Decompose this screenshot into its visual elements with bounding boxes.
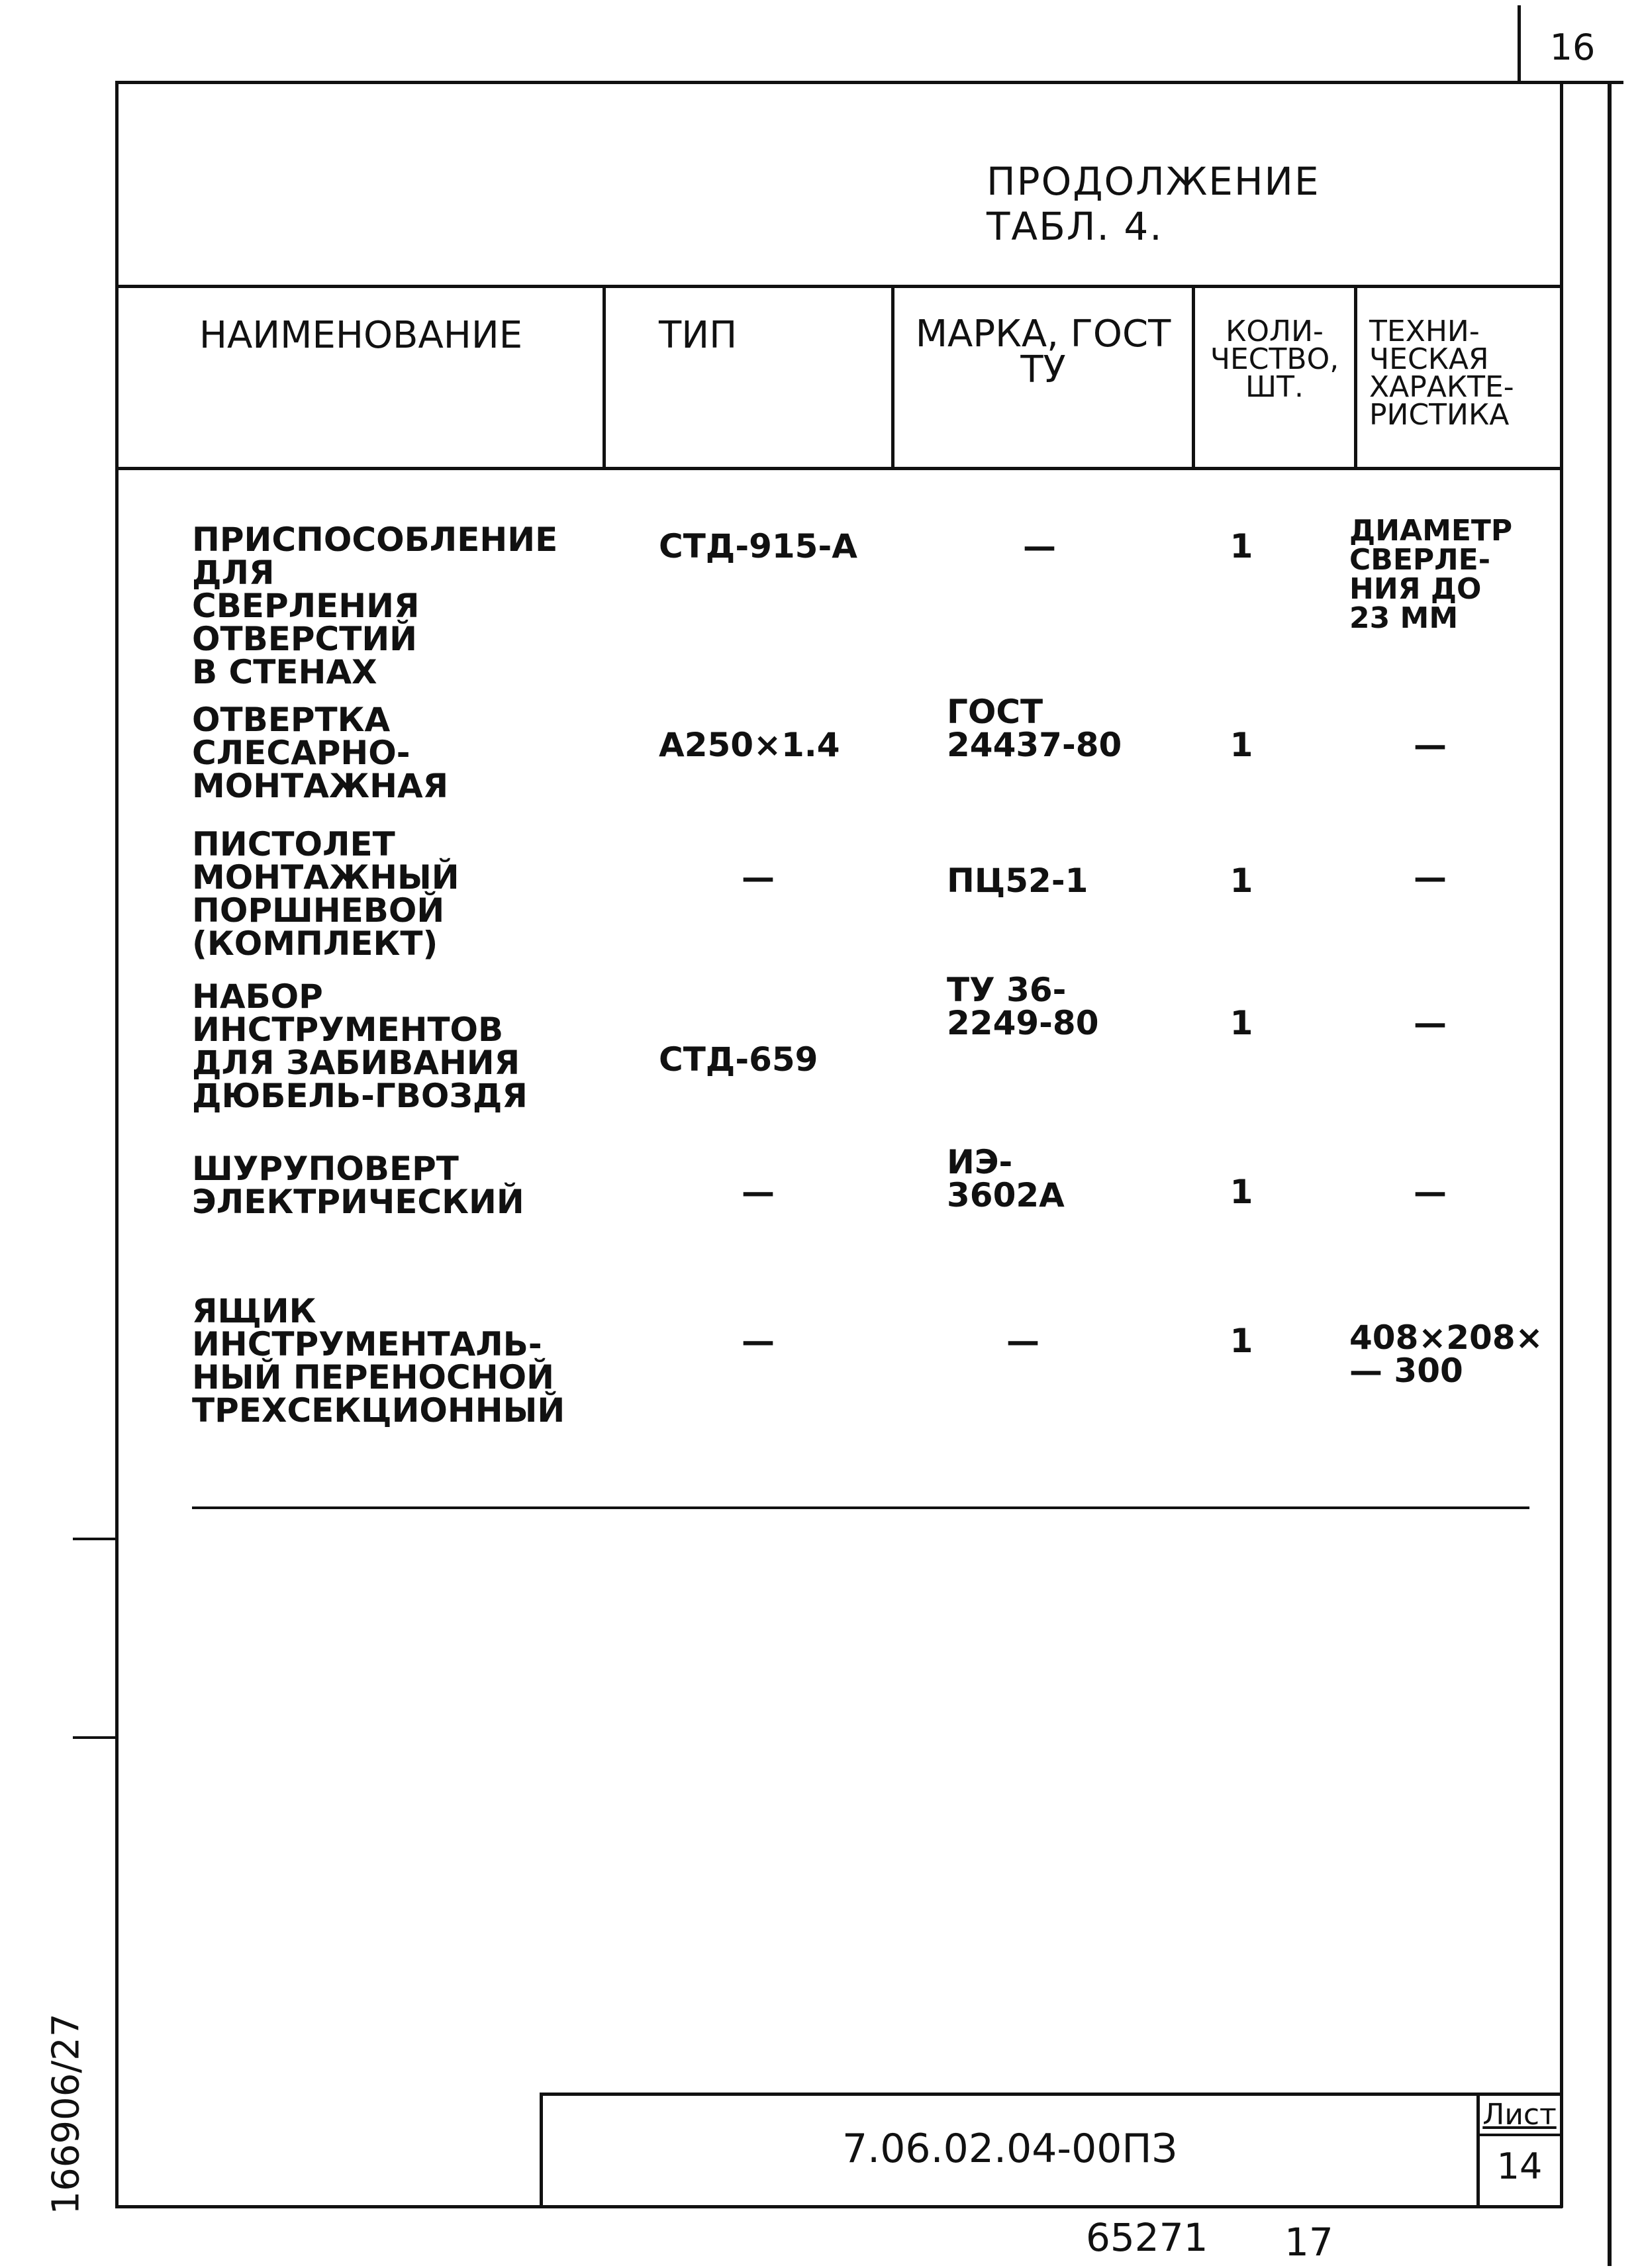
margin-tick: [73, 1538, 118, 1540]
row-4-quantity: 1: [1230, 1004, 1253, 1042]
row-6-quantity: 1: [1230, 1322, 1253, 1360]
header-quantity: КОЛИ- ЧЕСТВО, ШТ.: [1210, 315, 1339, 404]
sheet-corner-number: 16: [1549, 26, 1596, 68]
sheet-label: Лист: [1482, 2098, 1557, 2132]
row-3-type: —: [742, 858, 775, 897]
inventory-number: 166906/27: [44, 2013, 88, 2215]
row-2-brand: ГОСТ 24437-80: [947, 693, 1122, 764]
row-1-quantity: 1: [1230, 527, 1253, 566]
frame-top: [115, 81, 1585, 84]
row-2-type: А250×1.4: [659, 726, 840, 764]
table-end-rule: [192, 1506, 1529, 1509]
header-tech: ТЕХНИ- ЧЕСКАЯ ХАРАКТЕ- РИСТИКА: [1369, 315, 1514, 432]
row-2-tech: —: [1414, 726, 1447, 764]
row-1-type: СТД-915-А: [659, 527, 857, 566]
col-divider-1: [603, 285, 606, 470]
frame-bottom: [115, 2205, 1563, 2208]
row-1-tech: ДИАМЕТР СВЕРЛЕ- НИЯ ДО 23 ММ: [1349, 514, 1513, 635]
page-title: ПРОДОЛЖЕНИЕ ТАБЛ. 4.: [987, 159, 1320, 249]
row-6-type: —: [742, 1322, 775, 1360]
frame-right-outer: [1608, 81, 1612, 2266]
row-4-type: СТД-659: [659, 1040, 818, 1079]
row-6-tech: 408×208× — 300: [1349, 1318, 1543, 1390]
bottom-number-left: 65271: [1086, 2215, 1208, 2260]
row-6-brand: —: [1006, 1322, 1039, 1360]
stamp-sheet-divider: [1476, 2134, 1563, 2136]
row-6-name: ЯЩИК ИНСТРУМЕНТАЛЬ- НЫЙ ПЕРЕНОСНОЙ ТРЕХСЕКЦИОННЫЙ: [192, 1292, 565, 1430]
margin-tick: [73, 1736, 118, 1739]
table-header-bottom: [115, 467, 1563, 470]
document-code: 7.06.02.04-00ПЗ: [842, 2126, 1177, 2172]
row-5-tech: —: [1414, 1173, 1447, 1211]
header-name: НАИМЕНОВАНИЕ: [199, 314, 523, 357]
row-4-name: НАБОР ИНСТРУМЕНТОВ ДЛЯ ЗАБИВАНИЯ ДЮБЕЛЬ-ГВОЗДЯ: [192, 977, 528, 1115]
row-3-tech: —: [1414, 858, 1447, 897]
row-1-name: ПРИСПОСОБЛЕНИЕ ДЛЯ СВЕРЛЕНИЯ ОТВЕРСТИЙ В СТЕНАХ: [192, 520, 558, 691]
header-type: ТИП: [659, 314, 738, 357]
row-4-brand: ТУ 36- 2249-80: [947, 971, 1099, 1042]
row-5-name: ШУРУПОВЕРТ ЭЛЕКТРИЧЕСКИЙ: [192, 1150, 524, 1221]
corner-box-left-border: [1518, 5, 1521, 83]
header-brand: МАРКА, ГОСТ ТУ: [915, 313, 1171, 391]
row-4-tech: —: [1414, 1004, 1447, 1042]
row-5-quantity: 1: [1230, 1173, 1253, 1211]
row-3-quantity: 1: [1230, 862, 1253, 900]
stamp-top: [540, 2093, 1563, 2096]
row-5-brand: ИЭ- 3602А: [947, 1143, 1065, 1214]
row-3-name: ПИСТОЛЕТ МОНТАЖНЫЙ ПОРШНЕВОЙ (КОМПЛЕКТ): [192, 825, 459, 963]
row-3-brand: ПЦ52-1: [947, 862, 1088, 900]
row-2-quantity: 1: [1230, 726, 1253, 764]
sheet-number: 14: [1496, 2145, 1543, 2187]
bottom-number-right: 17: [1284, 2220, 1333, 2265]
frame-left: [115, 81, 119, 2208]
row-1-brand: —: [1023, 527, 1056, 566]
table-header-top: [115, 285, 1563, 288]
row-5-type: —: [742, 1173, 775, 1211]
row-2-name: ОТВЕРТКА СЛЕСАРНО- МОНТАЖНАЯ: [192, 701, 449, 805]
